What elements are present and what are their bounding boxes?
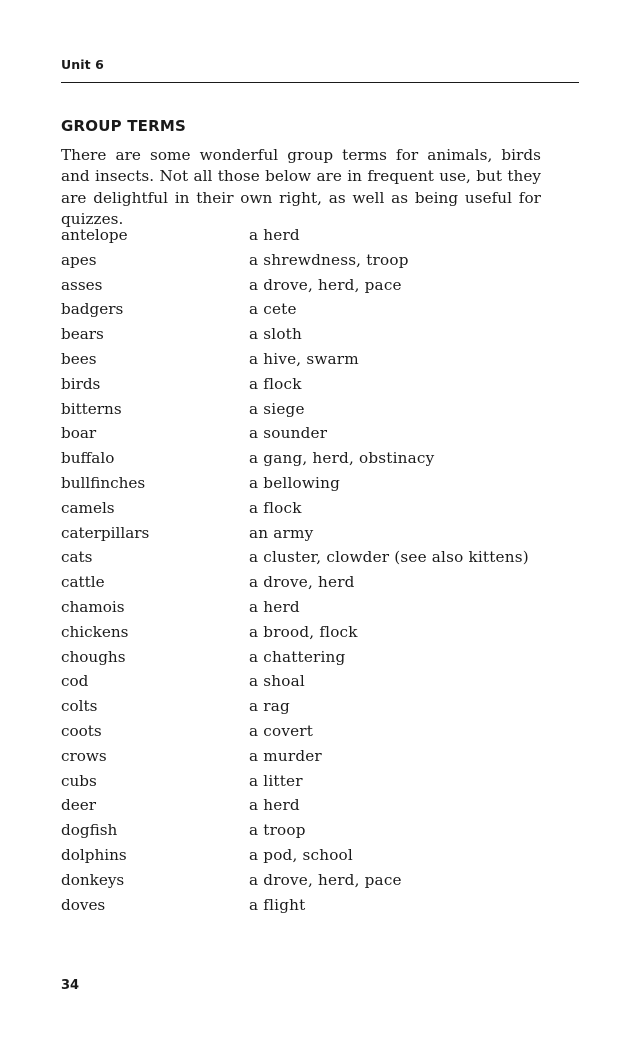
term-group-name: a drove, herd, pace — [249, 275, 402, 294]
term-row — [61, 744, 561, 769]
term-group-name: a herd — [249, 226, 300, 244]
term-group-name: a drove, herd — [249, 573, 355, 592]
term-row — [61, 843, 561, 868]
page-number: 34 — [61, 978, 80, 993]
term-row — [61, 521, 561, 546]
term-group-name: a pod, school — [249, 845, 353, 864]
term-group-name: a gang, herd, obstinacy — [249, 449, 435, 468]
term-group-name: a bellowing — [249, 473, 341, 492]
term-group-name: a drove, herd, pace — [249, 870, 402, 889]
term-row — [61, 620, 561, 645]
term-animal: dogfish — [61, 821, 118, 840]
term-animal: badgers — [61, 300, 124, 319]
term-group-name: a flock — [249, 374, 302, 393]
term-row — [61, 719, 561, 744]
running-head: Unit 6 — [61, 57, 104, 72]
term-row — [61, 421, 561, 446]
term-animal: dolphins — [61, 845, 127, 864]
term-row — [61, 471, 561, 496]
term-group-name: a litter — [249, 771, 303, 790]
term-animal: boar — [61, 424, 97, 443]
group-terms-list — [61, 223, 561, 917]
term-group-name: a shoal — [249, 672, 305, 691]
intro-paragraph: There are some wonderful group terms for animals, birds and insects. Not all those below are in frequent use, but they are delightful in their own right, as well as being useful for quizzes. — [61, 146, 541, 228]
term-animal: doves — [61, 895, 106, 914]
term-group-name: a covert — [249, 721, 314, 740]
term-animal: cubs — [61, 771, 97, 790]
term-group-name: a shrewdness, troop — [249, 250, 409, 269]
term-group-name: a cluster, clowder (see also kittens) — [249, 548, 529, 567]
term-row — [61, 248, 561, 273]
term-group-name: a troop — [249, 821, 306, 840]
term-animal: chamois — [61, 597, 125, 616]
term-group-name: a cete — [249, 300, 297, 319]
term-row — [61, 273, 561, 298]
term-animal: crows — [61, 746, 107, 765]
term-group-name: a herd — [249, 796, 300, 815]
header-rule — [61, 82, 579, 83]
term-group-name: a murder — [249, 746, 322, 765]
term-animal: chickens — [61, 622, 129, 641]
term-group-name: a flight — [249, 895, 306, 914]
term-animal: deer — [61, 796, 96, 815]
term-animal: caterpillars — [61, 523, 150, 542]
term-animal: cats — [61, 548, 93, 567]
term-row — [61, 818, 561, 843]
term-animal: bees — [61, 349, 97, 368]
term-animal: donkeys — [61, 870, 125, 889]
term-row — [61, 694, 561, 719]
term-row — [61, 446, 561, 471]
term-row — [61, 322, 561, 347]
term-group-name: a siege — [249, 399, 305, 418]
term-row — [61, 297, 561, 322]
term-row — [61, 397, 561, 422]
term-animal: bitterns — [61, 399, 122, 418]
term-row — [61, 347, 561, 372]
term-group-name: a hive, swarm — [249, 349, 359, 368]
term-animal: camels — [61, 498, 115, 517]
section-title: GROUP TERMS — [61, 117, 186, 135]
term-animal: choughs — [61, 647, 126, 666]
term-row — [61, 868, 561, 893]
term-animal: bears — [61, 325, 104, 344]
term-row — [61, 769, 561, 794]
term-row — [61, 223, 561, 248]
term-group-name: a chattering — [249, 647, 346, 666]
term-animal: antelope — [61, 226, 128, 244]
term-group-name: a rag — [249, 697, 290, 716]
term-animal: colts — [61, 697, 98, 716]
term-row — [61, 372, 561, 397]
term-group-name: a sloth — [249, 325, 302, 344]
term-row — [61, 793, 561, 818]
term-animal: cod — [61, 672, 89, 691]
term-group-name: a herd — [249, 597, 300, 616]
term-animal: asses — [61, 275, 103, 294]
term-group-name: a brood, flock — [249, 622, 358, 641]
term-group-name: a flock — [249, 498, 302, 517]
term-group-name: a sounder — [249, 424, 328, 443]
term-animal: apes — [61, 250, 97, 269]
term-animal: buffalo — [61, 449, 115, 468]
term-row — [61, 595, 561, 620]
term-row — [61, 545, 561, 570]
term-animal: bullfinches — [61, 473, 146, 492]
term-row — [61, 669, 561, 694]
term-group-name: an army — [249, 523, 314, 542]
term-animal: cattle — [61, 573, 105, 592]
term-row — [61, 893, 561, 918]
term-row — [61, 570, 561, 595]
term-row — [61, 496, 561, 521]
term-animal: coots — [61, 721, 102, 740]
term-animal: birds — [61, 374, 101, 393]
term-row — [61, 645, 561, 670]
